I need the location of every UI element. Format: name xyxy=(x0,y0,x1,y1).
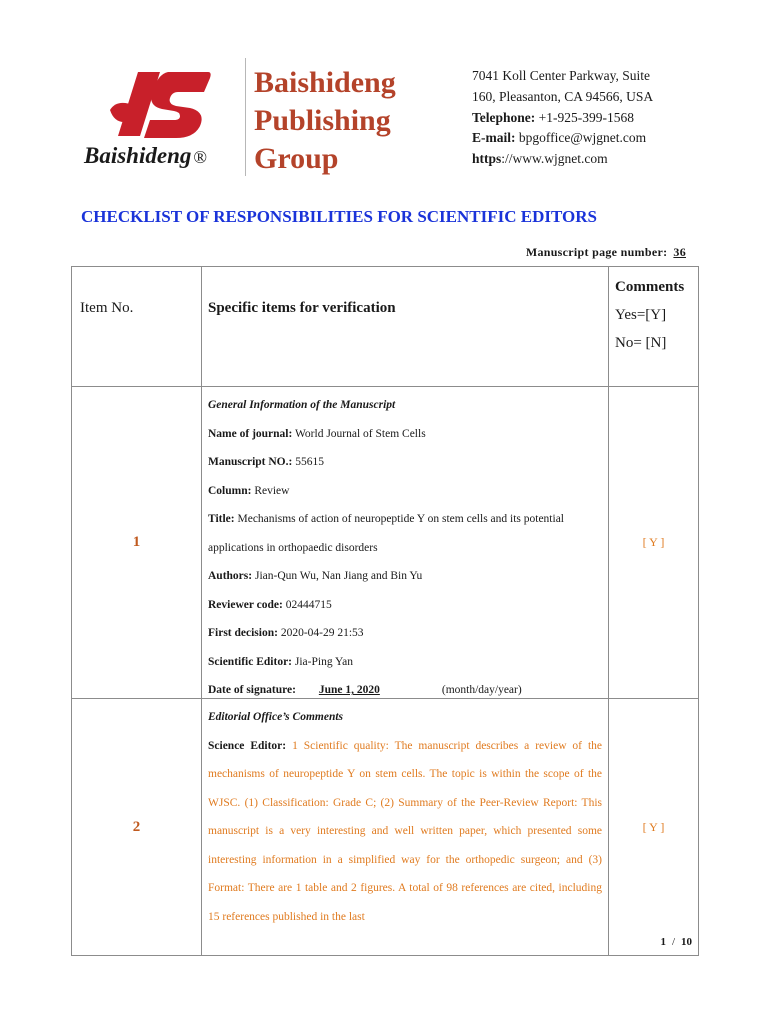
general-information-cell xyxy=(202,387,609,699)
first-decision-field: First decision: 2020-04-29 21:53 xyxy=(208,627,364,639)
page-indicator: 1 / 10 xyxy=(660,936,692,948)
table-row xyxy=(72,699,699,956)
editorial-comments-cell xyxy=(202,699,609,956)
header-comments: Comments Yes=[Y] No= [N] xyxy=(609,267,699,387)
table-row xyxy=(72,387,699,699)
section-heading: Editorial Office’s Comments xyxy=(208,711,344,723)
section-heading: General Information of the Manuscript xyxy=(208,399,396,411)
item-number: 2 xyxy=(72,699,202,956)
checklist-table xyxy=(71,266,699,956)
scientific-editor-field: Scientific Editor: Jia-Ping Yan xyxy=(208,655,354,668)
baishideng-logo-icon xyxy=(108,70,216,140)
website-line[interactable]: https://www.wjgnet.com xyxy=(472,151,608,167)
journal-field: Name of journal: World Journal of Stem Cells xyxy=(208,427,426,440)
comment-mark: [ Y ] xyxy=(609,387,699,699)
logo-wordmark: Baishideng ® xyxy=(84,143,208,168)
telephone-line: Telephone: +1-925-399-1568 xyxy=(472,109,634,125)
science-editor-comment: Science Editor: 1 Scientific quality: The manuscript describes a review of the mechanisms of neuropeptide Y on stem cells. The topic is within the scope of the WJSC. (1) Classification: Grade C; (2) Summary of the Peer-Review Report: This manuscript is a very interesting and well written paper, which presented some interesting information in a simplified way for the orthopedic surgeon; and (3) Format: There are 1 table and 2 figures. A total of 98 references are cited, including 15 references published in the last xyxy=(208,739,602,923)
address-block xyxy=(472,66,653,170)
comment-mark: [ Y ] xyxy=(609,699,699,956)
email-line[interactable]: E-mail: bpgoffice@wjgnet.com xyxy=(472,130,647,146)
reviewer-code-field: Reviewer code: 02444715 xyxy=(208,598,332,611)
header-specific-items: Specific items for verification xyxy=(202,267,609,387)
address-line-1: 7041 Koll Center Parkway, Suite xyxy=(472,68,650,83)
item-number: 1 xyxy=(72,387,202,699)
address-line-2: 160, Pleasanton, CA 94566, USA xyxy=(472,88,654,104)
logo-divider xyxy=(245,58,246,176)
brand-name: Baishideng Publishing Group xyxy=(254,66,396,175)
authors-field: Authors: Jian-Qun Wu, Nan Jiang and Bin Yu xyxy=(208,570,423,582)
date-of-signature-field: Date of signature: June 1, 2020 (month/day/year) xyxy=(208,684,522,696)
manuscript-no-field: Manuscript NO.: 55615 xyxy=(208,456,324,468)
column-field: Column: Review xyxy=(208,484,290,497)
header-item-no: Item No. xyxy=(72,267,202,387)
manuscript-page-number: Manuscript page number: 36 xyxy=(525,245,686,259)
title-field: Title: Mechanisms of action of neuropeptide Y on stem cells and its potential applications in orthopaedic disorders xyxy=(208,513,564,554)
table-header-row xyxy=(72,267,699,387)
document-title: CHECKLIST OF RESPONSIBILITIES FOR SCIENTIFIC EDITORS xyxy=(81,207,597,226)
